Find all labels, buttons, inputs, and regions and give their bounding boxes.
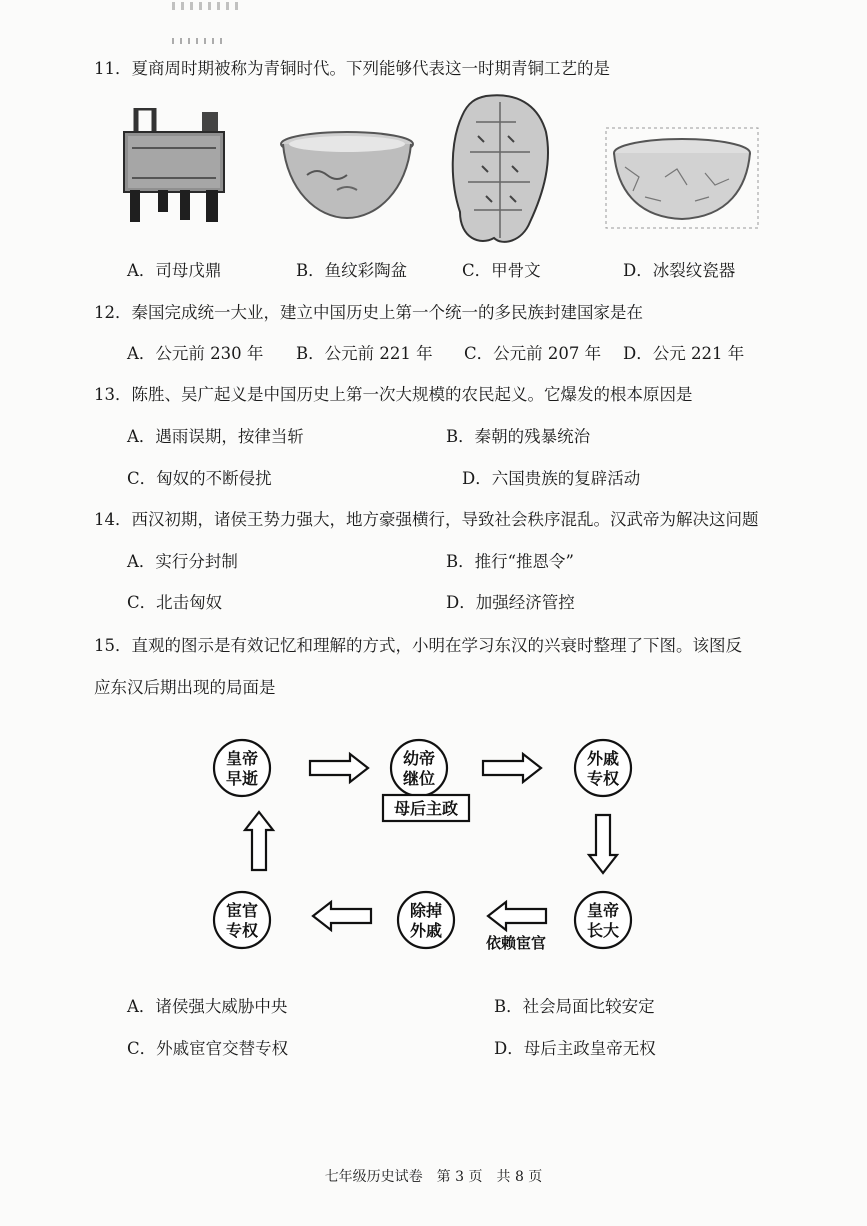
q11-option-a[interactable]: A．司母戊鼎 bbox=[127, 261, 222, 280]
node-1-line2: 早逝 bbox=[225, 769, 259, 788]
q11-option-d[interactable]: D．冰裂纹瓷器 bbox=[623, 261, 736, 280]
question-15-stem-line1: 15．直观的图示是有效记忆和理解的方式，小明在学习东汉的兴衰时整理了下图。该图反 bbox=[94, 636, 742, 655]
arrow-right-icon bbox=[483, 754, 541, 782]
question-11-stem: 11．夏商周时期被称为青铜时代。下列能够代表这一时期青铜工艺的是 bbox=[94, 59, 610, 78]
crackle-glaze-ware-image bbox=[605, 127, 759, 229]
q12-option-b[interactable]: B．公元前 221 年 bbox=[296, 344, 433, 363]
question-13-stem: 13．陈胜、吴广起义是中国历史上第一次大规模的农民起义。它爆发的根本原因是 bbox=[94, 385, 693, 404]
node-6-line1: 宦官 bbox=[225, 901, 259, 920]
q13-option-b[interactable]: B．秦朝的残暴统治 bbox=[446, 427, 591, 446]
node-3-line2: 专权 bbox=[586, 769, 620, 788]
q12-option-c[interactable]: C．公元前 207 年 bbox=[464, 344, 602, 363]
node-5-line1: 除掉 bbox=[409, 901, 443, 920]
node-3-line1: 外戚 bbox=[586, 749, 620, 768]
arrow-up-icon bbox=[245, 812, 273, 870]
edge-label: 依赖宦官 bbox=[485, 934, 547, 952]
arrow-down-icon bbox=[589, 815, 617, 873]
node-5-line2: 外戚 bbox=[409, 921, 443, 940]
question-14-stem: 14．西汉初期，诸侯王势力强大，地方豪强横行，导致社会秩序混乱。汉武帝为解决这问题 bbox=[94, 510, 759, 529]
q12-option-d[interactable]: D．公元 221 年 bbox=[623, 344, 745, 363]
node-2-line2: 继位 bbox=[402, 769, 436, 788]
node-1-line1: 皇帝 bbox=[225, 749, 259, 768]
page-footer: 七年级历史试卷 第 3 页 共 8 页 bbox=[324, 1169, 543, 1185]
arrow-left-icon bbox=[488, 902, 546, 930]
question-15-stem-line2: 应东汉后期出现的局面是 bbox=[94, 678, 276, 697]
scan-artifact bbox=[172, 2, 242, 10]
q15-option-d[interactable]: D．母后主政皇帝无权 bbox=[494, 1039, 656, 1058]
painted-pottery-basin-image bbox=[277, 130, 417, 222]
q14-option-d[interactable]: D．加强经济管控 bbox=[446, 593, 575, 612]
q13-option-c[interactable]: C．匈奴的不断侵扰 bbox=[127, 469, 272, 488]
q15-option-a[interactable]: A．诸侯强大威胁中央 bbox=[127, 997, 288, 1016]
arrow-right-icon bbox=[310, 754, 368, 782]
q15-option-b[interactable]: B．社会局面比较安定 bbox=[494, 997, 655, 1016]
question-12-stem: 12．秦国完成统一大业，建立中国历史上第一个统一的多民族封建国家是在 bbox=[94, 303, 643, 322]
q14-option-b[interactable]: B．推行“推恩令” bbox=[446, 552, 574, 571]
oracle-bone-image bbox=[446, 92, 556, 250]
node-2-line1: 幼帝 bbox=[402, 749, 436, 768]
node-4-line1: 皇帝 bbox=[586, 901, 620, 920]
q13-option-a[interactable]: A．遇雨误期，按律当斩 bbox=[127, 427, 304, 446]
scan-artifact bbox=[172, 38, 222, 44]
east-han-cycle-diagram bbox=[200, 720, 670, 970]
q12-option-a[interactable]: A．公元前 230 年 bbox=[127, 344, 264, 363]
arrow-left-icon bbox=[313, 902, 371, 930]
node-4-line2: 长大 bbox=[586, 921, 620, 940]
q14-option-c[interactable]: C．北击匈奴 bbox=[127, 593, 223, 612]
node-6-line2: 专权 bbox=[225, 921, 259, 940]
bronze-ding-image bbox=[120, 108, 232, 226]
box-label: 母后主政 bbox=[393, 799, 459, 818]
q13-option-d[interactable]: D．六国贵族的复辟活动 bbox=[462, 469, 641, 488]
q15-option-c[interactable]: C．外戚宦官交替专权 bbox=[127, 1039, 289, 1058]
q11-option-c[interactable]: C．甲骨文 bbox=[462, 261, 541, 280]
q11-option-b[interactable]: B．鱼纹彩陶盆 bbox=[296, 261, 408, 280]
q14-option-a[interactable]: A．实行分封制 bbox=[127, 552, 238, 571]
